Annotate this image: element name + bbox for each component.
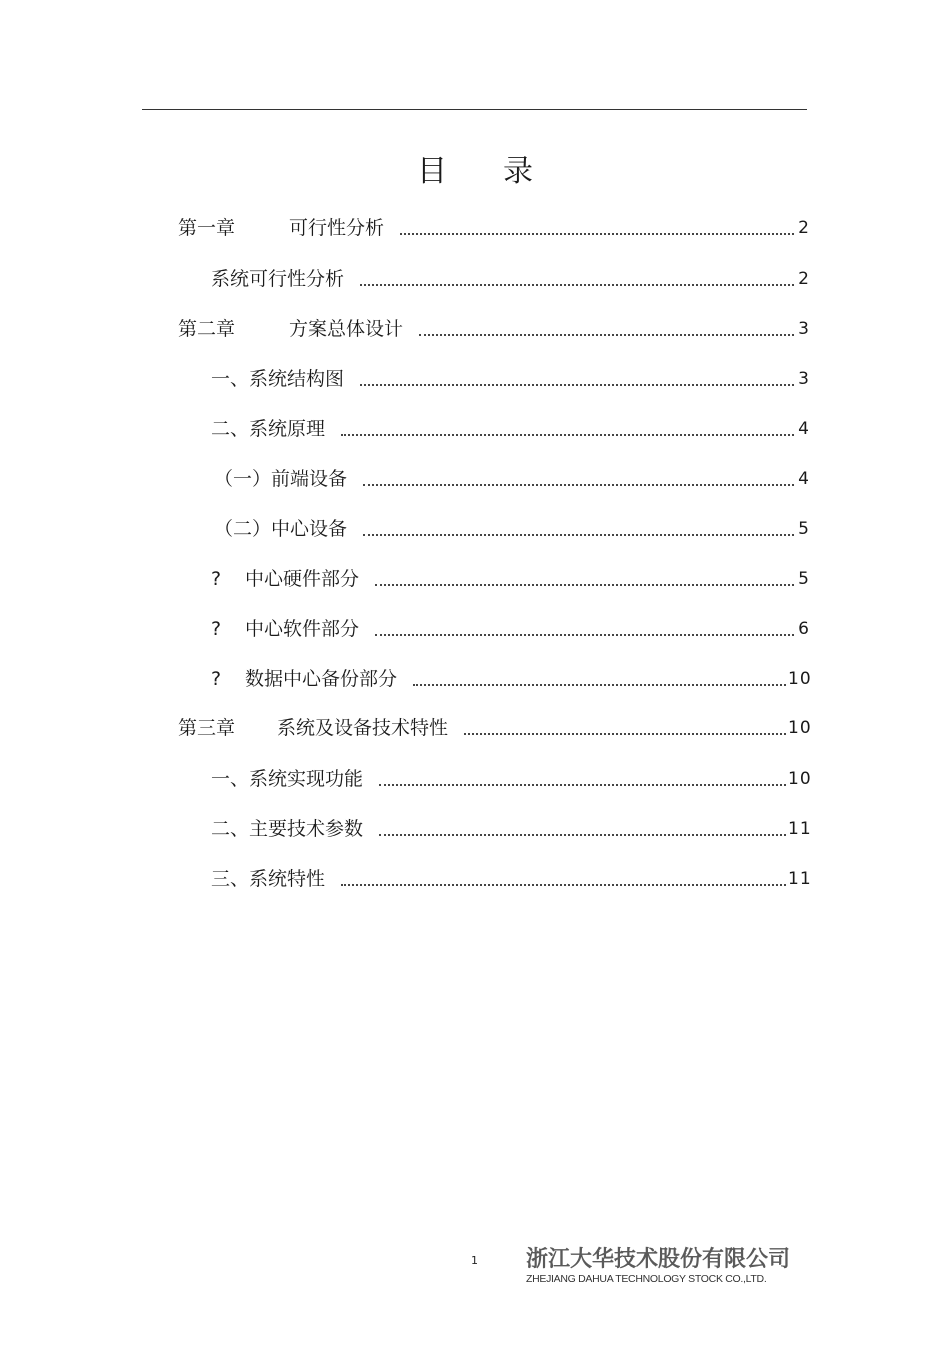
dot-leader: [413, 684, 786, 686]
toc-entry-label: [211, 665, 397, 693]
page-reference: 5: [798, 569, 810, 589]
toc-entry[interactable]: [214, 465, 810, 493]
toc-entry-chapter-3[interactable]: [178, 714, 810, 742]
toc-entry-chapter-1[interactable]: [178, 214, 810, 242]
page-reference: 4: [798, 419, 810, 439]
toc-entry-text: 数据中心备份部分: [245, 668, 398, 690]
toc-entry-label: [178, 315, 403, 343]
toc-entry[interactable]: [211, 365, 810, 393]
dot-leader: [360, 384, 794, 386]
toc-entry-label: 一、系统结构图: [211, 368, 345, 390]
dot-leader: [379, 784, 786, 786]
page-number: 1: [471, 1254, 478, 1267]
toc-entry-bullet[interactable]: [211, 565, 810, 593]
toc-entry[interactable]: [211, 415, 810, 443]
toc-entry-text: 中心硬件部分: [245, 568, 360, 590]
toc-entry-label: [211, 615, 359, 643]
toc-entry-label: 三、系统特性: [211, 868, 326, 890]
dot-leader: [360, 284, 794, 286]
dot-leader: [379, 834, 786, 836]
toc-title-char-1: 目: [417, 154, 447, 190]
toc-entry-label: 一、系统实现功能: [211, 768, 364, 790]
toc-entry-label: [211, 565, 359, 593]
company-name-english: ZHEJIANG DAHUA TECHNOLOGY STOCK CO.,LTD.: [526, 1273, 767, 1285]
toc-entry-bullet[interactable]: [211, 615, 810, 643]
chapter-title: 可行性分析: [289, 217, 385, 239]
page-reference: 6: [798, 619, 810, 639]
toc-entry-chapter-2[interactable]: [178, 315, 810, 343]
bullet-marker: ?: [211, 668, 222, 690]
dot-leader: [464, 733, 786, 735]
company-name-chinese: 浙江大华技术股份有限公司: [526, 1247, 791, 1272]
toc-entry[interactable]: [214, 515, 810, 543]
toc-entry-label: （一）前端设备: [214, 468, 348, 490]
bullet-marker: ?: [211, 568, 222, 590]
chapter-number: 第三章: [178, 717, 236, 739]
page-reference: 11: [788, 869, 812, 889]
page-reference: 3: [798, 319, 810, 339]
page-reference: 10: [788, 769, 812, 789]
dot-leader: [375, 634, 794, 636]
dot-leader: [375, 584, 794, 586]
toc-entry[interactable]: [211, 765, 810, 793]
toc-entry-label: 二、系统原理: [211, 418, 326, 440]
toc-entry-bullet[interactable]: [211, 665, 810, 693]
bullet-marker: ?: [211, 618, 222, 640]
toc-title-char-2: 录: [503, 154, 533, 190]
chapter-title: 方案总体设计: [289, 318, 404, 340]
chapter-title: 系统及设备技术特性: [277, 717, 449, 739]
toc-entry[interactable]: [211, 865, 810, 893]
page-reference: 2: [798, 269, 810, 289]
toc-entry[interactable]: [211, 265, 810, 293]
page-reference: 10: [788, 718, 812, 738]
toc-entry-label: （二）中心设备: [214, 518, 348, 540]
dot-leader: [419, 334, 794, 336]
dot-leader: [363, 534, 794, 536]
dot-leader: [341, 884, 786, 886]
toc-entry-text: 中心软件部分: [245, 618, 360, 640]
chapter-number: 第一章: [178, 217, 236, 239]
toc-entry[interactable]: [211, 815, 810, 843]
page-reference: 2: [798, 218, 810, 238]
page-reference: 3: [798, 369, 810, 389]
toc-entry-label: [178, 214, 384, 242]
page-reference: 11: [788, 819, 812, 839]
chapter-number: 第二章: [178, 318, 236, 340]
page-reference: 10: [788, 669, 812, 689]
page-reference: 5: [798, 519, 810, 539]
dot-leader: [341, 434, 794, 436]
toc-entry-label: 系统可行性分析: [211, 268, 345, 290]
toc-entry-label: [178, 714, 448, 742]
page-reference: 4: [798, 469, 810, 489]
toc-entry-label: 二、主要技术参数: [211, 818, 364, 840]
dot-leader: [363, 484, 794, 486]
company-logo: [526, 1247, 810, 1289]
dot-leader: [400, 233, 794, 235]
